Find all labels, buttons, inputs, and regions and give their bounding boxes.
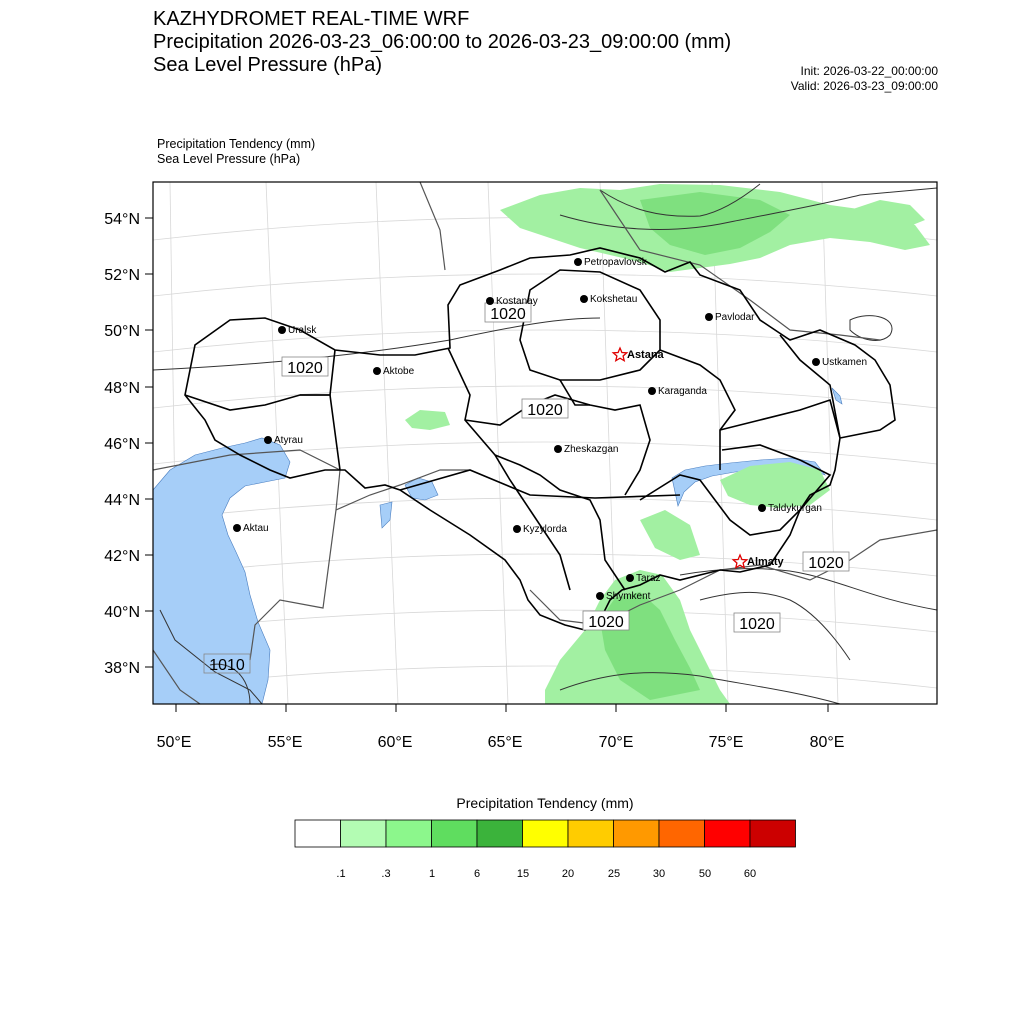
colorbar-tick: 60 [743, 868, 757, 880]
title-main: KAZHYDROMET REAL-TIME WRF [153, 8, 470, 30]
city-dot [580, 295, 588, 303]
city-dot [758, 504, 766, 512]
isobar-label: 1010 [209, 657, 245, 674]
lat-label: 54°N [104, 211, 140, 228]
city-label: Kokshetau [590, 294, 638, 305]
city-label: Uralsk [288, 325, 317, 336]
isobar-label: 1020 [490, 306, 526, 323]
lat-label: 50°N [104, 323, 140, 340]
colorbar-swatch [341, 820, 387, 847]
city-dot [373, 367, 381, 375]
city-label: Taraz [636, 573, 661, 584]
lat-label: 38°N [104, 660, 140, 677]
title-precip-period: Precipitation 2026-03-23_06:00:00 to 2026-03-23_09:00:00 (mm) [153, 31, 732, 53]
colorbar-swatch [523, 820, 569, 847]
isobar-label: 1020 [808, 555, 844, 572]
lon-label: 55°E [267, 734, 303, 751]
isobar-label: 1020 [588, 614, 624, 631]
field-label-slp: Sea Level Pressure (hPa) [157, 152, 301, 166]
lat-label: 46°N [104, 436, 140, 453]
city-label: Aktobe [383, 366, 415, 377]
colorbar-swatch [386, 820, 432, 847]
city-dot [574, 258, 582, 266]
colorbar-swatch [568, 820, 614, 847]
colorbar-tick: .1 [336, 868, 346, 880]
city-label: Zheskazgan [564, 444, 619, 455]
field-label-precip: Precipitation Tendency (mm) [157, 137, 316, 151]
city-label: Ustkamen [822, 357, 868, 368]
city-dot [554, 445, 562, 453]
colorbar-swatch [477, 820, 523, 847]
lon-label: 80°E [809, 734, 845, 751]
colorbar-swatch [295, 820, 341, 847]
isobar-label: 1020 [739, 616, 775, 633]
colorbar-swatch [705, 820, 751, 847]
colorbar-swatch [750, 820, 796, 847]
city-label: Almaty [747, 556, 784, 568]
city-label: Atyrau [274, 435, 303, 446]
city-dot [486, 297, 494, 305]
colorbar-swatch [614, 820, 660, 847]
colorbar [295, 820, 796, 880]
title-slp: Sea Level Pressure (hPa) [153, 54, 383, 76]
lon-label: 75°E [708, 734, 744, 751]
city-dot [513, 525, 521, 533]
isobar-label: 1020 [287, 360, 323, 377]
colorbar-tick: 20 [561, 868, 575, 880]
valid-time: Valid: 2026-03-23_09:00:00 [790, 79, 938, 93]
capital-star-icon [613, 348, 627, 361]
city-label: Kostanay [496, 296, 538, 307]
precip-area-aral [405, 410, 450, 430]
lon-label: 65°E [487, 734, 523, 751]
lon-label: 50°E [156, 734, 192, 751]
capital-star-icon [733, 555, 747, 568]
lat-label: 42°N [104, 548, 140, 565]
city-dot [626, 574, 634, 582]
city-markers [233, 257, 867, 602]
colorbar-tick: 1 [428, 868, 436, 880]
city-dot [812, 358, 820, 366]
city-dot [233, 524, 241, 532]
colorbar-tick: 50 [698, 868, 712, 880]
city-label: Karaganda [658, 386, 707, 397]
lat-label: 48°N [104, 380, 140, 397]
city-dot [705, 313, 713, 321]
city-label: Shymkent [606, 591, 651, 602]
colorbar-swatch [659, 820, 705, 847]
lat-label: 40°N [104, 604, 140, 621]
lat-label: 44°N [104, 492, 140, 509]
city-label: Aktau [243, 523, 269, 534]
city-label: Petropavlovsk [584, 257, 647, 268]
city-dot [648, 387, 656, 395]
precip-patch-foothills [640, 510, 700, 560]
colorbar-tick: 30 [652, 868, 666, 880]
city-dot [596, 592, 604, 600]
colorbar-swatch [432, 820, 478, 847]
isobar-label: 1020 [527, 402, 563, 419]
city-label: Astana [627, 349, 664, 361]
lat-label: 52°N [104, 267, 140, 284]
lon-label: 60°E [377, 734, 413, 751]
init-time: Init: 2026-03-22_00:00:00 [800, 64, 938, 78]
city-label: Pavlodar [715, 312, 755, 323]
colorbar-title: Precipitation Tendency (mm) [456, 795, 634, 811]
lon-label: 70°E [598, 734, 634, 751]
colorbar-tick: .3 [381, 868, 391, 880]
lon-axis [157, 704, 845, 751]
colorbar-tick: 25 [607, 868, 621, 880]
city-label: Kyzylorda [523, 524, 567, 535]
city-label: Taldykurgan [768, 503, 822, 514]
city-dot [264, 436, 272, 444]
lat-axis [104, 211, 153, 677]
city-dot [278, 326, 286, 334]
colorbar-tick: 6 [473, 868, 481, 880]
colorbar-tick: 15 [516, 868, 530, 880]
